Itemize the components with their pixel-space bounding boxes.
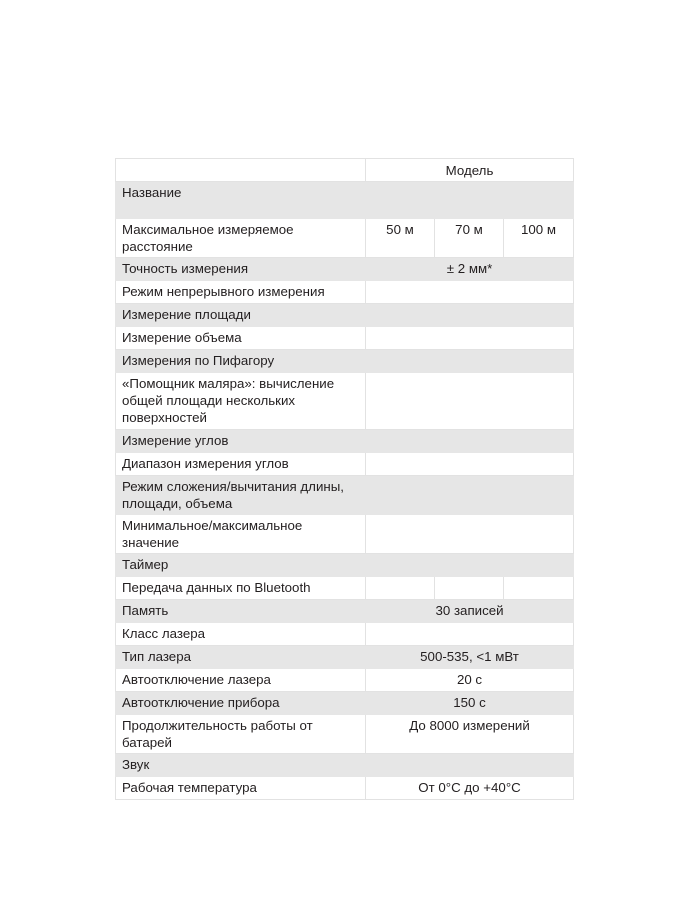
table-row-laser-off	[116, 669, 574, 692]
row-value-empty	[366, 623, 574, 646]
row-label: Рабочая температура	[116, 777, 366, 800]
row-label: Режим непрерывного измерения	[116, 281, 366, 304]
row-value-empty	[366, 476, 574, 515]
table-row-continuous	[116, 281, 574, 304]
row-label: Продолжительность работы от батарей	[116, 715, 366, 754]
table-row-timer	[116, 554, 574, 577]
row-value-empty	[366, 373, 574, 430]
row-value: 20 с	[366, 669, 574, 692]
model-3-value: 100 м	[504, 219, 574, 258]
row-value: До 8000 измерений	[366, 715, 574, 754]
row-value-empty	[366, 304, 574, 327]
row-label: Измерения по Пифагору	[116, 350, 366, 373]
table-row-area	[116, 304, 574, 327]
row-value-empty	[366, 754, 574, 777]
row-value-empty	[366, 327, 574, 350]
model-2-value: 70 м	[435, 219, 504, 258]
row-label: Автоотключение лазера	[116, 669, 366, 692]
table-row-sound	[116, 754, 574, 777]
row-label: Название	[116, 182, 366, 219]
row-value-empty	[366, 350, 574, 373]
row-label: Максимальное измеряемое расстояние	[116, 219, 366, 258]
row-value-empty	[366, 554, 574, 577]
table-row-temperature	[116, 777, 574, 800]
row-value-empty	[366, 281, 574, 304]
row-value-empty	[366, 430, 574, 453]
row-value: ± 2 мм*	[366, 258, 574, 281]
row-value: 500-535, <1 мВт	[366, 646, 574, 669]
row-label: Измерение углов	[116, 430, 366, 453]
model-3-empty	[504, 577, 574, 600]
table-row-minmax	[116, 515, 574, 554]
model-1-empty	[366, 577, 435, 600]
table-row-memory	[116, 600, 574, 623]
table-row-volume	[116, 327, 574, 350]
row-value: 30 записей	[366, 600, 574, 623]
spec-table	[115, 158, 574, 800]
row-label: Класс лазера	[116, 623, 366, 646]
row-value: От 0°C до +40°C	[366, 777, 574, 800]
row-label: Режим сложения/вычитания длины, площади, объема	[116, 476, 366, 515]
row-label: «Помощник маляра»: вычисление общей площади нескольких поверхностей	[116, 373, 366, 430]
table-row-pythagoras	[116, 350, 574, 373]
table-row-bluetooth	[116, 577, 574, 600]
row-label: Точность измерения	[116, 258, 366, 281]
row-value: 150 с	[366, 692, 574, 715]
table-row-max-distance	[116, 219, 574, 258]
model-1-value: 50 м	[366, 219, 435, 258]
table-row-angle-range	[116, 453, 574, 476]
row-label: Автоотключение прибора	[116, 692, 366, 715]
row-value-empty	[366, 182, 574, 219]
row-label: Минимальное/максимальное значение	[116, 515, 366, 554]
table-row-laser-class	[116, 623, 574, 646]
row-label: Измерение объема	[116, 327, 366, 350]
table-row-laser-type	[116, 646, 574, 669]
model-header: Модель	[366, 159, 574, 182]
table-row-name	[116, 182, 574, 219]
header-row	[116, 159, 574, 182]
row-value-empty	[366, 453, 574, 476]
row-label: Тип лазера	[116, 646, 366, 669]
row-label: Звук	[116, 754, 366, 777]
table-row-angle	[116, 430, 574, 453]
table-row-accuracy	[116, 258, 574, 281]
row-label: Таймер	[116, 554, 366, 577]
header-empty-cell	[116, 159, 366, 182]
row-label: Память	[116, 600, 366, 623]
row-label: Передача данных по Bluetooth	[116, 577, 366, 600]
table-row-device-off	[116, 692, 574, 715]
model-2-empty	[435, 577, 504, 600]
table-row-add-sub	[116, 476, 574, 515]
row-label: Диапазон измерения углов	[116, 453, 366, 476]
row-value-empty	[366, 515, 574, 554]
table-row-painter	[116, 373, 574, 430]
row-label: Измерение площади	[116, 304, 366, 327]
table-row-battery	[116, 715, 574, 754]
